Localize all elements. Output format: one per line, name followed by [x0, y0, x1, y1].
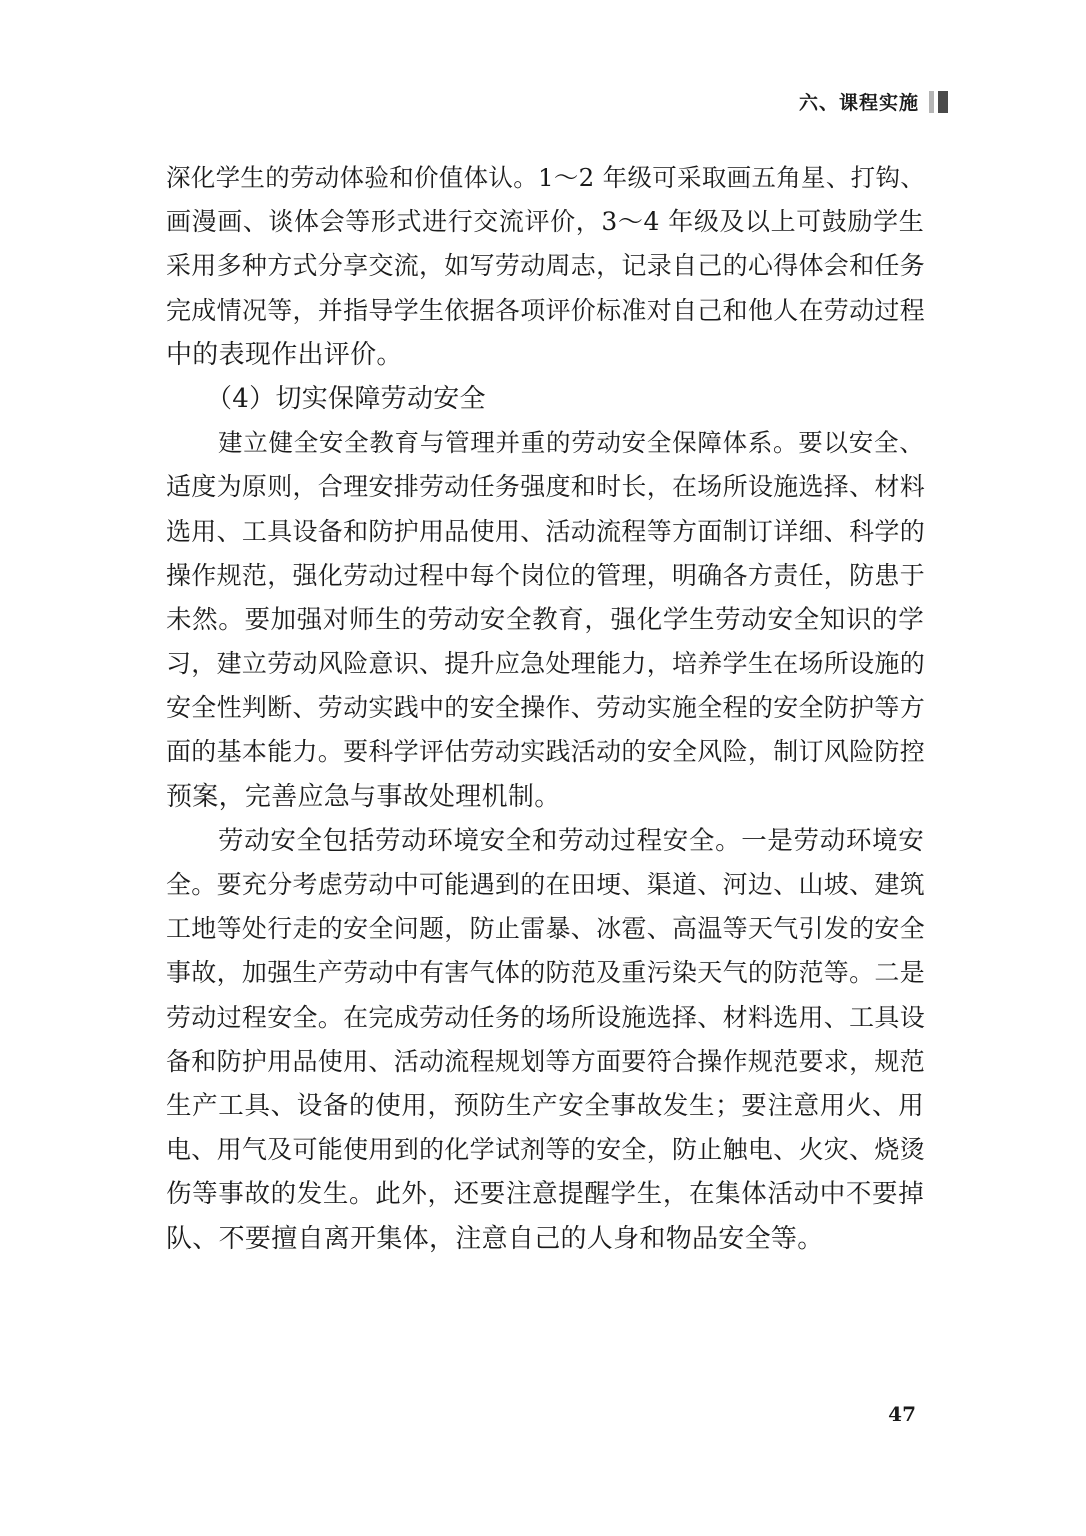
paragraph-3-line: 事故，加强生产劳动中有害气体的防范及重污染天气的防范等。二是: [166, 958, 926, 988]
paragraph-1-line: 深化学生的劳动体验和价值体认。1～2 年级可采取画五角星、打钩、: [166, 163, 926, 192]
paragraph-3-line: 电、用气及可能使用到的化学试剂等的安全，防止触电、火灾、烧烫: [166, 1135, 926, 1165]
paragraph-2-line: 操作规范，强化劳动过程中每个岗位的管理，明确各方责任，防患于: [166, 560, 926, 590]
header-marker-dark-bar: [938, 91, 948, 113]
paragraph-3-line: 备和防护用品使用、活动流程规划等方面要符合操作规范要求，规范: [166, 1046, 926, 1076]
running-header: [799, 88, 948, 115]
paragraph-1-line: 画漫画、谈体会等形式进行交流评价，3～4 年级及以上可鼓励学生: [166, 207, 924, 237]
paragraph-1-line: 中的表现作出评价。: [166, 339, 403, 370]
paragraph-3-line: 劳动安全包括劳动环境安全和劳动过程安全。一是劳动环境安: [218, 825, 924, 856]
paragraph-3-line: 队、不要擅自离开集体，注意自己的人身和物品安全等。: [166, 1223, 824, 1254]
section-heading: （4）切实保障劳动安全: [206, 383, 486, 414]
paragraph-2-line: 选用、工具设备和防护用品使用、活动流程等方面制订详细、科学的: [166, 516, 926, 546]
paragraph-3-line: 生产工具、设备的使用，预防生产安全事故发生；要注意用火、用: [166, 1090, 924, 1121]
paragraph-2-line: 建立健全安全教育与管理并重的劳动安全保障体系。要以安全、: [218, 428, 924, 458]
page-number: 47: [888, 1402, 916, 1426]
paragraph-2-line: 未然。要加强对师生的劳动安全教育，强化学生劳动安全知识的学: [166, 604, 924, 635]
paragraph-2-line: 面的基本能力。要科学评估劳动实践活动的安全风险，制订风险防控: [166, 737, 926, 767]
paragraph-1-line: 完成情况等，并指导学生依据各项评价标准对自己和他人在劳动过程: [166, 295, 926, 325]
paragraph-2-line: 安全性判断、劳动实践中的安全操作、劳动实施全程的安全防护等方: [166, 693, 926, 723]
paragraph-1-line: 采用多种方式分享交流，如写劳动周志，记录自己的心得体会和任务: [166, 251, 926, 281]
chapter-title: 六、课程实施: [798, 92, 919, 114]
paragraph-3-line: 全。要充分考虑劳动中可能遇到的在田埂、渠道、河边、山坡、建筑: [166, 870, 926, 899]
paragraph-3-line: 伤等事故的发生。此外，还要注意提醒学生，在集体活动中不要掉: [166, 1179, 924, 1210]
paragraph-2-line: 适度为原则，合理安排劳动任务强度和时长，在场所设施选择、材料: [166, 472, 926, 502]
paragraph-3-line: 工地等处行走的安全问题，防止雷暴、冰雹、高温等天气引发的安全: [166, 914, 926, 944]
body-text: [166, 156, 924, 1261]
paragraph-2-line: 预案，完善应急与事故处理机制。: [166, 781, 561, 812]
header-marker-icon: [929, 91, 948, 113]
paragraph-3-line: 劳动过程安全。在完成劳动任务的场所设施选择、材料选用、工具设: [166, 1002, 926, 1032]
header-marker-light-bar: [929, 91, 934, 113]
paragraph-2-line: 习，建立劳动风险意识、提升应急处理能力，培养学生在场所设施的: [166, 649, 926, 679]
